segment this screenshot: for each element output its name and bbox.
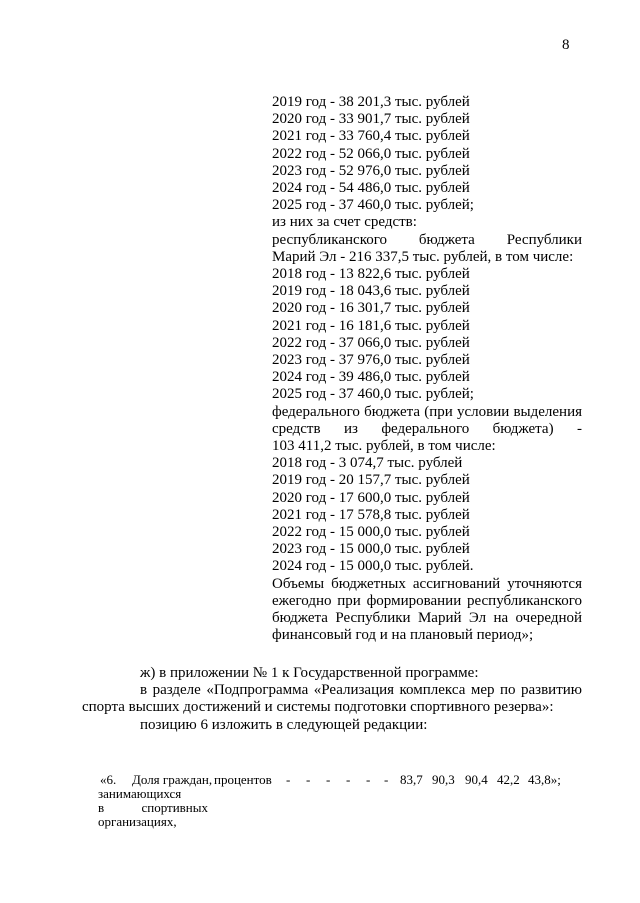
value-cell: 90,3 bbox=[432, 772, 455, 787]
federal-2024: 2024 год - 15 000,0 тыс. рублей. bbox=[272, 558, 474, 575]
republican-2024: 2024 год - 39 486,0 тыс. рублей bbox=[272, 369, 470, 386]
unit-cell: процентов bbox=[214, 772, 272, 787]
federal-header-line-1: федерального бюджета (при условии выделения bbox=[272, 403, 582, 420]
value-cell: 42,2 bbox=[497, 772, 520, 787]
row-number: «6. bbox=[100, 772, 117, 787]
value-cell: 90,4 bbox=[465, 772, 488, 787]
dash-cell: - bbox=[326, 772, 331, 787]
closing-line-4: финансовый год и на плановый период»; bbox=[272, 627, 534, 644]
federal-2019: 2019 год - 20 157,7 тыс. рублей bbox=[272, 472, 470, 489]
republican-header-line-1: республиканского бюджета Республики bbox=[272, 231, 582, 248]
funding-of-which: из них за счет средств: bbox=[272, 214, 417, 231]
republican-2018: 2018 год - 13 822,6 тыс. рублей bbox=[272, 266, 470, 283]
indicator-name-line-1: Доля граждан, bbox=[132, 772, 213, 787]
federal-header-line-3: 103 411,2 тыс. рублей, в том числе: bbox=[272, 438, 496, 455]
dash-cell: - bbox=[286, 772, 291, 787]
amendment-section bbox=[82, 665, 582, 734]
federal-header-line-2: средств из федерального бюджета) - bbox=[272, 420, 582, 437]
closing-line-2: ежегодно при формировании республиканского bbox=[272, 592, 582, 609]
indicator-name-line-2: занимающихся bbox=[98, 786, 182, 801]
dash-cell: - bbox=[306, 772, 311, 787]
republican-2025: 2025 год - 37 460,0 тыс. рублей; bbox=[272, 386, 474, 403]
federal-2022: 2022 год - 15 000,0 тыс. рублей bbox=[272, 524, 470, 541]
indicator-name-line-3: в спортивных bbox=[98, 800, 208, 815]
federal-2023: 2023 год - 15 000,0 тыс. рублей bbox=[272, 541, 470, 558]
funding-total-2025: 2025 год - 37 460,0 тыс. рублей; bbox=[272, 197, 474, 214]
dash-cell: - bbox=[366, 772, 371, 787]
republican-header-line-2: Марий Эл - 216 337,5 тыс. рублей, в том числе: bbox=[272, 248, 574, 265]
closing-line-3: бюджета Республики Марий Эл на очередной bbox=[272, 610, 582, 627]
federal-2021: 2021 год - 17 578,8 тыс. рублей bbox=[272, 506, 470, 523]
republican-2022: 2022 год - 37 066,0 тыс. рублей bbox=[272, 334, 470, 351]
dash-cell: - bbox=[384, 772, 389, 787]
republican-2023: 2023 год - 37 976,0 тыс. рублей bbox=[272, 352, 470, 369]
funding-total-2024: 2024 год - 54 486,0 тыс. рублей bbox=[272, 180, 470, 197]
republican-2019: 2019 год - 18 043,6 тыс. рублей bbox=[272, 283, 470, 300]
amendment-item-g: ж) в приложении № 1 к Государственной программе: bbox=[140, 665, 479, 681]
indicator-name-line-4: организациях, bbox=[98, 814, 177, 829]
dash-cell: - bbox=[346, 772, 351, 787]
funding-total-2020: 2020 год - 33 901,7 тыс. рублей bbox=[272, 111, 470, 128]
funding-total-2019: 2019 год - 38 201,3 тыс. рублей bbox=[272, 94, 470, 110]
page-number: 8 bbox=[562, 37, 570, 53]
amendment-position-text: позицию 6 изложить в следующей редакции: bbox=[140, 716, 428, 733]
republican-2020: 2020 год - 16 301,7 тыс. рублей bbox=[272, 300, 470, 317]
value-cell: 43,8»; bbox=[528, 772, 561, 787]
closing-line-1: Объемы бюджетных ассигнований уточняются bbox=[272, 575, 582, 592]
funding-block bbox=[272, 94, 582, 645]
federal-2020: 2020 год - 17 600,0 тыс. рублей bbox=[272, 489, 470, 506]
funding-total-2021: 2021 год - 33 760,4 тыс. рублей bbox=[272, 128, 470, 145]
amendment-section-text: в разделе «Подпрограмма «Реализация комплекса мер по развитию спорта высших достижений и системы подготовки спортивного резерва»: bbox=[82, 682, 582, 716]
republican-2021: 2021 год - 16 181,6 тыс. рублей bbox=[272, 317, 470, 334]
federal-2018: 2018 год - 3 074,7 тыс. рублей bbox=[272, 455, 463, 472]
funding-total-2023: 2023 год - 52 976,0 тыс. рублей bbox=[272, 162, 470, 179]
value-cell: 83,7 bbox=[400, 772, 423, 787]
funding-total-2022: 2022 год - 52 066,0 тыс. рублей bbox=[272, 145, 470, 162]
